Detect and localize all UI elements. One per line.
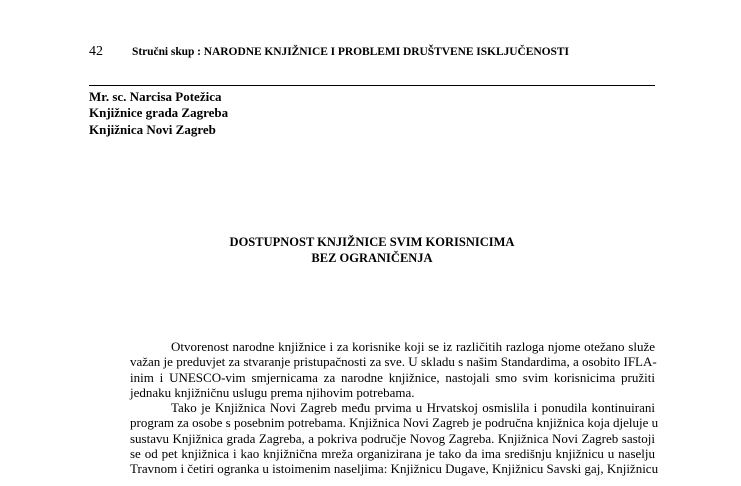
text-line: važan je preduvjet za stvaranje pristupačnosti za sve. U skladu s našim Standardima, a osobito IFLA- — [130, 354, 657, 370]
text-line: jednaku knjižničnu uslugu prema njihovim potrebama. — [130, 384, 415, 400]
body-text — [89, 339, 659, 477]
page-number: 42 — [89, 44, 103, 59]
article-title-line: DOSTUPNOST KNJIŽNICE SVIM KORISNICIMA — [229, 235, 515, 249]
text-line: Otvorenost narodne knjižnice i za korisnike koji se iz različitih razloga njome otežano služe — [171, 339, 655, 354]
author-unit: Knjižnica Novi Zagreb — [89, 121, 216, 137]
text-line: inim i UNESCO-vim smjernicama za narodne knjižnice, nastojali smo svim korisnicima pružiti — [130, 369, 655, 385]
text-line: Tako je Knjižnica Novi Zagreb među prvima u Hrvatskoj osmislila i ponudila kontinuirani — [171, 400, 655, 416]
running-header — [89, 43, 655, 63]
text-line: se od pet knjižnica i kao knjižnična mreža organizirana je tako da ima središnju knjižnicu u naselju — [130, 446, 655, 462]
text-line: program za osobe s posebnim potrebama. Knjižnica Novi Zagreb je područna knjižnica koja djeluje u — [130, 415, 659, 431]
author-name: Mr. sc. Narcisa Potežica — [89, 89, 222, 104]
running-title: Stručni skup : NARODNE KNJIŽNICE I PROBLEMI DRUŠTVENE ISKLJUČENOSTI — [132, 46, 569, 58]
author-block — [89, 89, 228, 138]
article-title-line: BEZ OGRANIČENJA — [311, 250, 433, 265]
author-institution: Knjižnice grada Zagreba — [89, 105, 229, 121]
header-divider — [89, 85, 655, 86]
text-line: sustavu Knjižnica grada Zagreba, a pokriva područje Novog Zagreba. Knjižnica Novi Zagreb sastoji — [130, 430, 655, 446]
paragraph — [89, 400, 659, 477]
article-title — [89, 235, 655, 266]
text-line: Travnom i četiri ogranka u istoimenim naseljima: Knjižnicu Dugave, Knjižnicu Savski gaj, Knjižnicu — [130, 461, 659, 477]
paragraph — [89, 339, 655, 400]
